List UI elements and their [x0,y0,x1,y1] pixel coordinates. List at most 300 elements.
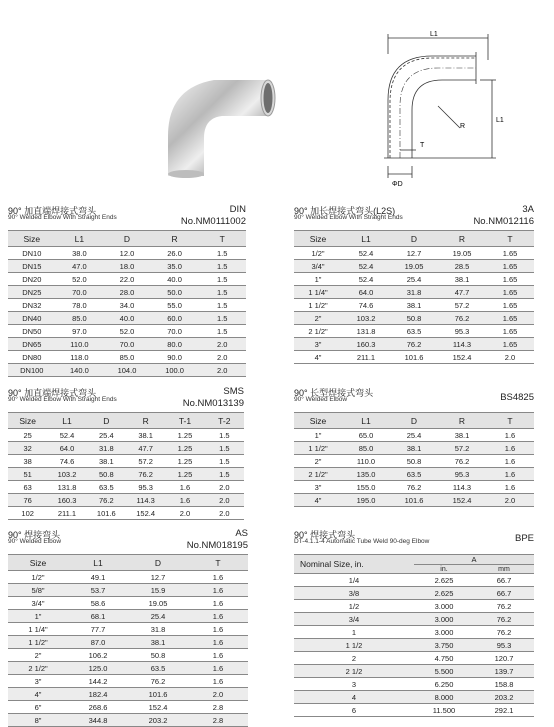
table-row [294,639,534,652]
table-cell: 8.000 [414,691,474,704]
table-cell: 25.4 [390,273,438,286]
table-row [294,678,534,691]
table-cell: 1.5 [198,260,246,273]
table-cell: 28.0 [103,286,151,299]
table-cell: 2.8 [188,714,248,727]
table-cell: 2" [294,455,342,468]
table-cell: 2 1/2" [8,662,68,675]
table-cell: 1.6 [188,610,248,623]
table-cell: 52.4 [342,247,390,260]
table-cell: 344.8 [68,714,128,727]
table-cell: 2.0 [198,338,246,351]
table-row [8,571,248,584]
table-row [294,273,534,286]
table-cell: 38.0 [56,247,104,260]
table-cell: 40.0 [151,273,199,286]
table-cell: 1.6 [188,649,248,662]
table-row [8,299,246,312]
table-cell: 80.0 [151,338,199,351]
table-cell: 1" [8,610,68,623]
din-section [8,204,246,377]
table-cell: 1.5 [198,312,246,325]
table-cell: DN15 [8,260,56,273]
table-cell: 1 1/2" [294,442,342,455]
drawing-label-phid: ΦD [392,181,403,188]
table-cell: 4.750 [414,652,474,665]
table-cell: 1 1/2" [294,299,342,312]
table-cell: 1/2" [294,247,342,260]
table-cell: 64.0 [342,286,390,299]
bpe-title-cn: 90° 焊接式弯头 [294,530,356,540]
table-cell: 22.0 [103,273,151,286]
table-row [8,494,244,507]
table-cell: 182.4 [68,688,128,701]
table-cell: 68.1 [68,610,128,623]
table-cell: 76.2 [438,455,486,468]
sms-header-5: T-2 [205,413,244,429]
table-cell: 1.6 [486,442,534,455]
drawing-label-r: R [460,123,466,130]
table-cell: 1.65 [486,247,534,260]
as-catalog-number: No.NM018195 [186,540,248,551]
sms-header-2: D [87,413,126,429]
table-cell: 1.65 [486,299,534,312]
as-header-0: Size [8,555,68,571]
table-cell: 57.2 [438,442,486,455]
table-cell: 1.6 [188,636,248,649]
table-cell: 160.3 [47,494,86,507]
table-cell: 110.0 [342,455,390,468]
table-cell: 152.4 [128,701,188,714]
table-cell: 1.5 [198,247,246,260]
table-cell: 63.5 [128,662,188,675]
table-cell: 25.4 [87,429,126,442]
din-header-3: R [151,231,199,247]
a3-section [294,204,534,364]
table-cell: 66.7 [474,587,534,600]
table-row [8,481,244,494]
table-cell: 140.0 [56,364,104,377]
table-row [8,649,248,662]
table-cell: 4" [294,351,342,364]
table-cell: 104.0 [103,364,151,377]
table-row [8,286,246,299]
a3-header-0: Size [294,231,342,247]
table-cell: 70.0 [151,325,199,338]
table-row [294,338,534,351]
table-cell: 2 [294,652,414,665]
table-cell: 4" [8,688,68,701]
table-cell: 114.3 [438,338,486,351]
table-cell: 1 1/4" [8,623,68,636]
bpe-header-size: Nominal Size, in. [294,555,414,574]
table-row [294,691,534,704]
as-header-3: T [188,555,248,571]
table-cell: 101.6 [390,494,438,507]
sms-catalog-number: No.NM013139 [182,398,244,409]
sms-header-1: L1 [47,413,86,429]
bs-title-cn: 90° 长型焊接式弯头 [294,388,374,398]
a3-table [294,230,534,364]
table-cell: 101.6 [128,688,188,701]
table-cell: 60.0 [151,312,199,325]
drawing-label-l1-side: L1 [496,117,504,124]
table-row [8,688,248,701]
table-cell: 3/4 [294,613,414,626]
table-cell: 120.7 [474,652,534,665]
table-cell: 76 [8,494,47,507]
table-cell: 19.05 [128,597,188,610]
table-cell: DN65 [8,338,56,351]
table-cell: 1.65 [486,338,534,351]
table-row [294,481,534,494]
table-cell: 85.0 [342,442,390,455]
table-cell: 38.1 [87,455,126,468]
table-cell: 12.0 [103,247,151,260]
table-row [294,325,534,338]
table-cell: DN40 [8,312,56,325]
table-cell: 2.0 [205,507,244,520]
table-cell: 63.5 [390,325,438,338]
as-title-cn: 90° 焊接弯头 [8,530,61,540]
table-row [294,600,534,613]
table-cell: 76.2 [390,338,438,351]
table-cell: 47.7 [438,286,486,299]
table-cell: 131.8 [342,325,390,338]
table-cell: 3" [294,338,342,351]
table-cell: 2.0 [205,481,244,494]
table-cell: 1.5 [205,442,244,455]
table-cell: 95.3 [438,325,486,338]
bpe-table-body [294,574,534,717]
table-cell: 1.6 [188,571,248,584]
bpe-title-en: DT-4.1.1-4 Automatic Tube Weld 90-deg Elbow [294,538,430,545]
table-row [8,584,248,597]
table-cell: 52.0 [56,273,104,286]
bs-table [294,412,534,507]
table-row [294,429,534,442]
table-cell: 57.2 [126,455,165,468]
din-header-2: D [103,231,151,247]
table-row [294,587,534,600]
table-cell: 292.1 [474,704,534,717]
table-cell: 50.0 [151,286,199,299]
bs-header-1: L1 [342,413,390,429]
table-cell: 1.6 [486,455,534,468]
table-cell: 1 1/2" [8,636,68,649]
table-cell: 1.5 [205,429,244,442]
sms-header-3: R [126,413,165,429]
table-cell: 55.0 [151,299,199,312]
table-cell: 3" [8,675,68,688]
sms-title-cn: 90° 加直端焊接式弯头 [8,388,97,398]
table-cell: 74.6 [47,455,86,468]
a3-catalog-number: No.NM012116 [473,216,534,227]
table-cell: 35.0 [151,260,199,273]
table-cell: 3.000 [414,613,474,626]
table-cell: 3" [294,481,342,494]
table-cell: 1/4 [294,574,414,587]
table-cell: 26.0 [151,247,199,260]
table-cell: 114.3 [438,481,486,494]
sms-title-en: 90° Welded Elbow With Straight Ends [8,396,117,403]
din-header-1: L1 [56,231,104,247]
table-cell: 38.1 [390,442,438,455]
table-cell: 2.0 [486,351,534,364]
a3-standard: 3A [522,204,534,215]
sms-header-0: Size [8,413,47,429]
table-cell: DN20 [8,273,56,286]
table-cell: 76.2 [474,613,534,626]
din-title-cn: 90° 加直端焊接式弯头 [8,206,97,216]
table-cell: 6" [8,701,68,714]
table-cell: 2.8 [188,701,248,714]
bpe-standard: BPE [514,533,534,544]
bpe-header-a: A [414,555,534,565]
table-cell: 1/2" [8,571,68,584]
table-cell: 144.2 [68,675,128,688]
table-cell: 95.3 [474,639,534,652]
table-cell: 63.5 [390,468,438,481]
table-cell: 76.2 [126,468,165,481]
table-row [294,652,534,665]
table-cell: 2.0 [198,351,246,364]
table-cell: 125.0 [68,662,128,675]
bs-standard: BS4825 [500,392,534,403]
table-cell: 87.0 [68,636,128,649]
table-row [294,613,534,626]
table-row [8,325,246,338]
table-row [8,364,246,377]
table-cell: 100.0 [151,364,199,377]
table-cell: 95.3 [126,481,165,494]
table-cell: 52.4 [342,260,390,273]
table-cell: 1" [294,429,342,442]
table-cell: 106.2 [68,649,128,662]
table-cell: 38.1 [390,299,438,312]
table-cell: 1.25 [165,442,204,455]
bs-header-3: R [438,413,486,429]
as-title-en: 90° Welded Elbow [8,538,62,545]
bs-header-0: Size [294,413,342,429]
table-row [294,312,534,325]
table-cell: 5/8" [8,584,68,597]
table-cell: 2.0 [486,494,534,507]
table-cell: 2 1/2" [294,325,342,338]
table-row [8,260,246,273]
table-cell: 50.8 [390,455,438,468]
table-cell: 139.7 [474,665,534,678]
table-row [294,665,534,678]
table-cell: 31.8 [128,623,188,636]
table-cell: 31.8 [390,286,438,299]
din-standard: DIN [229,204,246,215]
table-cell: 2" [294,312,342,325]
table-row [8,273,246,286]
table-cell: 78.0 [56,299,104,312]
din-table [8,230,246,377]
table-cell: 28.5 [438,260,486,273]
table-cell: 47.0 [56,260,104,273]
as-header-2: D [128,555,188,571]
table-row [8,662,248,675]
table-row [294,286,534,299]
table-cell: 3/4" [8,597,68,610]
table-cell: 47.7 [126,442,165,455]
table-cell: 65.0 [342,429,390,442]
table-cell: 118.0 [56,351,104,364]
table-row [8,312,246,325]
a3-header-1: L1 [342,231,390,247]
table-cell: DN50 [8,325,56,338]
table-cell: 70.0 [103,338,151,351]
table-cell: DN25 [8,286,56,299]
table-cell: 5.500 [414,665,474,678]
din-header-4: T [198,231,246,247]
table-row [8,455,244,468]
table-cell: 1.6 [165,481,204,494]
table-cell: 158.8 [474,678,534,691]
sms-header-4: T-1 [165,413,204,429]
table-cell: 18.0 [103,260,151,273]
table-cell: 97.0 [56,325,104,338]
table-cell: 74.6 [342,299,390,312]
table-cell: 3/8 [294,587,414,600]
table-row [8,714,248,727]
table-cell: 34.0 [103,299,151,312]
table-cell: 57.2 [438,299,486,312]
table-row [8,597,248,610]
table-cell: 49.1 [68,571,128,584]
table-row [294,442,534,455]
table-cell: 70.0 [56,286,104,299]
table-row [294,351,534,364]
table-row [8,610,248,623]
as-header-1: L1 [68,555,128,571]
a3-header-2: D [390,231,438,247]
table-cell: 1 1/4" [294,286,342,299]
table-row [294,574,534,587]
table-cell: 31.8 [87,442,126,455]
table-cell: 32 [8,442,47,455]
table-row [294,494,534,507]
table-cell: 3.000 [414,600,474,613]
table-cell: 1.65 [486,325,534,338]
table-cell: 268.6 [68,701,128,714]
table-cell: 38.1 [128,636,188,649]
table-cell: 101.6 [87,507,126,520]
table-cell: 52.4 [47,429,86,442]
bpe-section [294,528,534,717]
table-cell: 3/4" [294,260,342,273]
drawing-label-t: T [420,142,425,149]
table-cell: 2.0 [188,688,248,701]
as-table [8,554,248,727]
table-cell: 6.250 [414,678,474,691]
din-catalog-number: No.NM0111002 [180,216,246,227]
table-cell: 110.0 [56,338,104,351]
table-cell: DN100 [8,364,56,377]
table-row [294,260,534,273]
table-cell: 2.625 [414,574,474,587]
table-cell: 53.7 [68,584,128,597]
table-cell: DN80 [8,351,56,364]
table-cell: 2.625 [414,587,474,600]
table-row [8,623,248,636]
table-cell: 102 [8,507,47,520]
table-cell: 2 1/2" [294,468,342,481]
table-row [8,675,248,688]
elbow-technical-drawing [360,30,510,190]
table-cell: 3.000 [414,626,474,639]
table-cell: 1.6 [188,623,248,636]
bs-header-4: T [486,413,534,429]
table-cell: 1.6 [188,662,248,675]
table-row [8,338,246,351]
table-cell: 1.5 [198,299,246,312]
table-cell: 160.3 [342,338,390,351]
table-cell: 85.0 [56,312,104,325]
table-cell: 1.6 [486,481,534,494]
table-cell: 1.65 [486,273,534,286]
table-cell: 3.750 [414,639,474,652]
table-cell: 1.6 [486,429,534,442]
table-cell: 50.8 [87,468,126,481]
table-cell: 77.7 [68,623,128,636]
table-cell: 1.65 [486,312,534,325]
table-cell: 85.0 [103,351,151,364]
table-cell: 3 [294,678,414,691]
table-cell: 152.4 [438,351,486,364]
table-cell: 1.5 [205,468,244,481]
table-row [8,351,246,364]
table-cell: 50.8 [128,649,188,662]
as-standard: AS [235,528,248,539]
table-cell: 1.5 [198,325,246,338]
table-cell: 1.5 [198,273,246,286]
table-cell: 63.5 [87,481,126,494]
table-cell: 203.2 [128,714,188,727]
table-cell: 90.0 [151,351,199,364]
table-cell: 1.6 [165,494,204,507]
table-cell: 1.6 [188,584,248,597]
table-cell: 76.2 [474,626,534,639]
table-cell: DN10 [8,247,56,260]
bs-header-2: D [390,413,438,429]
table-cell: 12.7 [128,571,188,584]
table-cell: 1 [294,626,414,639]
table-cell: 1.6 [188,597,248,610]
table-cell: 38.1 [438,273,486,286]
bs-section [294,386,534,507]
table-cell: 11.500 [414,704,474,717]
table-cell: 76.2 [474,600,534,613]
table-cell: 135.0 [342,468,390,481]
table-cell: 1.25 [165,468,204,481]
table-cell: 38 [8,455,47,468]
table-cell: 101.6 [390,351,438,364]
table-cell: 4 [294,691,414,704]
table-cell: 76.2 [128,675,188,688]
bpe-subheader-mm: mm [474,565,534,574]
table-cell: 1.25 [165,429,204,442]
table-cell: DN32 [8,299,56,312]
table-row [8,701,248,714]
table-cell: 131.8 [47,481,86,494]
sms-section [8,386,244,520]
table-cell: 155.0 [342,481,390,494]
table-cell: 25 [8,429,47,442]
